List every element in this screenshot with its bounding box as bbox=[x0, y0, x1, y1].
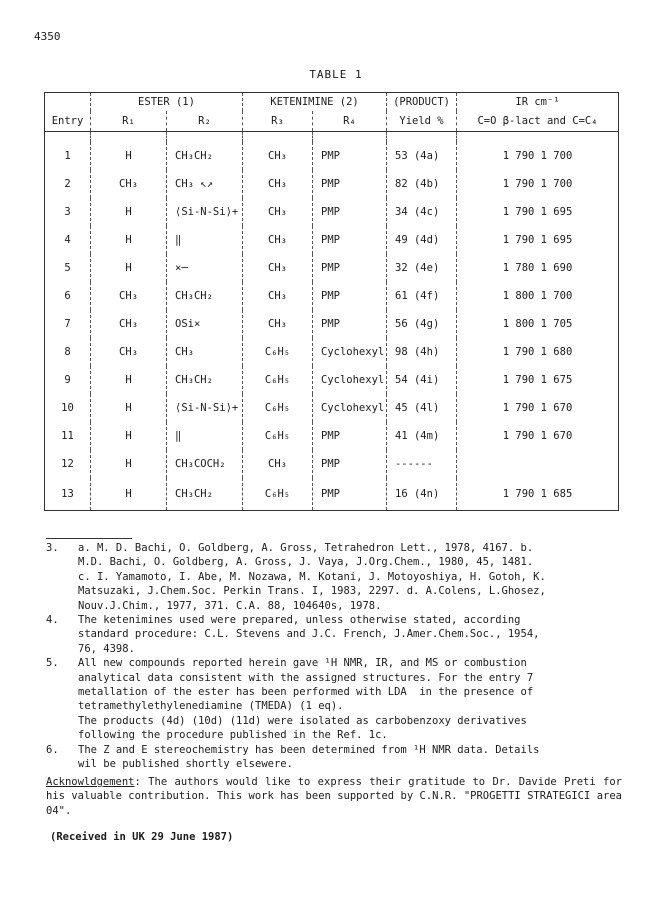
cell-r2: CH₃COCH₂ bbox=[167, 450, 243, 478]
cell-r2: ⟨Si-N-Si⟩+ bbox=[167, 198, 243, 226]
cell-r2: CH₃CH₂ bbox=[167, 282, 243, 310]
footnote-line: metallation of the ester has been performed with LDA in the presence of bbox=[78, 686, 534, 699]
cell-r2: OSi⨯ bbox=[167, 310, 243, 338]
table-row bbox=[45, 142, 619, 170]
header-ir-bands: C=O β-lact and C=C₄ bbox=[457, 111, 619, 132]
footnote-line: tetramethylethylenediamine (TMEDA) (1 eq). bbox=[78, 700, 344, 713]
footnote-line: Nouv.J.Chim., 1977, 371. C.A. 88, 104640s, 1978. bbox=[78, 599, 382, 612]
cell-r2: CH₃CH₂ bbox=[167, 478, 243, 511]
table-row bbox=[45, 226, 619, 254]
results-table bbox=[44, 92, 619, 511]
footnote-line: analytical data consistent with the assigned structures. For the entry 7 bbox=[78, 671, 534, 684]
footnote bbox=[46, 743, 622, 772]
acknowledgement bbox=[46, 775, 622, 818]
cell-entry: 9 bbox=[45, 366, 91, 394]
cell-yield: 54 (4i) bbox=[387, 366, 457, 394]
table-row bbox=[45, 198, 619, 226]
footnote bbox=[46, 613, 622, 656]
cell-r4: PMP bbox=[313, 282, 387, 310]
cell-yield: 98 (4h) bbox=[387, 338, 457, 366]
header-entry: Entry bbox=[45, 111, 91, 132]
cell-r3: C₆H₅ bbox=[243, 366, 313, 394]
cell-r2: CH₃CH₂ bbox=[167, 366, 243, 394]
footnote-number: 4. bbox=[46, 614, 59, 627]
cell-r2: CH₃ bbox=[167, 338, 243, 366]
cell-ir: 1 790 1 695 bbox=[457, 198, 619, 226]
cell-yield: 49 (4d) bbox=[387, 226, 457, 254]
footnote-text bbox=[78, 613, 622, 656]
table-sub-header bbox=[45, 111, 619, 132]
cell-r1: H bbox=[91, 226, 167, 254]
cell-r1: CH₃ bbox=[91, 310, 167, 338]
cell-r3: CH₃ bbox=[243, 450, 313, 478]
cell-r3: C₆H₅ bbox=[243, 422, 313, 450]
table-caption: TABLE 1 bbox=[309, 68, 363, 81]
cell-r4: PMP bbox=[313, 422, 387, 450]
cell-entry: 6 bbox=[45, 282, 91, 310]
cell-r2: ‖ bbox=[167, 226, 243, 254]
cell-ir: 1 800 1 700 bbox=[457, 282, 619, 310]
cell-r4: PMP bbox=[313, 142, 387, 170]
cell-yield: 61 (4f) bbox=[387, 282, 457, 310]
footnote-text bbox=[78, 541, 622, 613]
cell-r4: PMP bbox=[313, 450, 387, 478]
cell-r4: Cyclohexyl bbox=[313, 394, 387, 422]
cell-r1: CH₃ bbox=[91, 338, 167, 366]
received-date: (Received in UK 29 June 1987) bbox=[50, 831, 234, 843]
table-row bbox=[45, 338, 619, 366]
cell-entry: 10 bbox=[45, 394, 91, 422]
cell-r3: C₆H₅ bbox=[243, 478, 313, 511]
cell-yield: 45 (4l) bbox=[387, 394, 457, 422]
footnote-line: The ketenimines used were prepared, unless otherwise stated, according bbox=[78, 614, 521, 627]
footnote bbox=[46, 656, 622, 742]
footnote-line: Matsuzaki, J.Chem.Soc. Perkin Trans. I, 1983, 2297. d. A.Colens, L.Ghosez, bbox=[78, 585, 546, 598]
cell-r3: C₆H₅ bbox=[243, 394, 313, 422]
header-r3: R₃ bbox=[243, 111, 313, 132]
cell-r4: PMP bbox=[313, 198, 387, 226]
table-row bbox=[45, 366, 619, 394]
cell-r3: CH₃ bbox=[243, 170, 313, 198]
cell-r2: ‖ bbox=[167, 422, 243, 450]
footnotes bbox=[46, 541, 622, 772]
cell-r4: Cyclohexyl bbox=[313, 338, 387, 366]
cell-r4: PMP bbox=[313, 170, 387, 198]
cell-r1: H bbox=[91, 142, 167, 170]
cell-r2: CH₃ ↖↗ bbox=[167, 170, 243, 198]
cell-yield: 53 (4a) bbox=[387, 142, 457, 170]
table-spacer-row bbox=[45, 132, 619, 143]
cell-entry: 7 bbox=[45, 310, 91, 338]
cell-ir: 1 790 1 700 bbox=[457, 142, 619, 170]
cell-r1: H bbox=[91, 254, 167, 282]
cell-yield: 16 (4n) bbox=[387, 478, 457, 511]
cell-r1: H bbox=[91, 478, 167, 511]
cell-r1: H bbox=[91, 394, 167, 422]
footnote-line: wil be published shortly elsewere. bbox=[78, 758, 293, 771]
cell-entry: 4 bbox=[45, 226, 91, 254]
cell-entry: 8 bbox=[45, 338, 91, 366]
table-row bbox=[45, 422, 619, 450]
cell-r3: CH₃ bbox=[243, 142, 313, 170]
footnote-line: c. I. Yamamoto, I. Abe, M. Nozawa, M. Kotani, J. Motoyoshiya, H. Gotoh, K. bbox=[78, 570, 546, 583]
cell-r1: H bbox=[91, 198, 167, 226]
cell-ir: 1 790 1 670 bbox=[457, 394, 619, 422]
cell-yield: ------ bbox=[387, 450, 457, 478]
group-header-ir: IR cm⁻¹ bbox=[457, 93, 619, 112]
cell-ir: 1 790 1 700 bbox=[457, 170, 619, 198]
table-body bbox=[45, 132, 619, 511]
cell-ir bbox=[457, 450, 619, 478]
cell-ir: 1 780 1 690 bbox=[457, 254, 619, 282]
cell-r4: Cyclohexyl bbox=[313, 366, 387, 394]
footnote-rule bbox=[46, 538, 132, 539]
table-row bbox=[45, 170, 619, 198]
cell-r1: H bbox=[91, 450, 167, 478]
header-r2: R₂ bbox=[167, 111, 243, 132]
cell-yield: 41 (4m) bbox=[387, 422, 457, 450]
footnote-number: 6. bbox=[46, 743, 59, 756]
cell-r3: CH₃ bbox=[243, 226, 313, 254]
cell-entry: 12 bbox=[45, 450, 91, 478]
table-row bbox=[45, 254, 619, 282]
cell-r4: PMP bbox=[313, 310, 387, 338]
cell-entry: 2 bbox=[45, 170, 91, 198]
cell-yield: 56 (4g) bbox=[387, 310, 457, 338]
group-header-ketenimine: KETENIMINE (2) bbox=[243, 93, 387, 112]
cell-ir: 1 790 1 670 bbox=[457, 422, 619, 450]
cell-r1: H bbox=[91, 422, 167, 450]
footnote-line: All new compounds reported herein gave ¹H NMR, IR, and MS or combustion bbox=[78, 657, 527, 670]
cell-r3: CH₃ bbox=[243, 254, 313, 282]
footnote-line: a. M. D. Bachi, O. Goldberg, A. Gross, Tetrahedron Lett., 1978, 4167. b. bbox=[78, 542, 534, 554]
footnote-line: The products (4d) (10d) (11d) were isolated as carbobenzoxy derivatives bbox=[78, 714, 527, 727]
cell-ir: 1 790 1 675 bbox=[457, 366, 619, 394]
table-row bbox=[45, 310, 619, 338]
group-header-entry bbox=[45, 93, 91, 112]
footnote-number: 5. bbox=[46, 657, 59, 670]
cell-entry: 13 bbox=[45, 478, 91, 511]
cell-r3: CH₃ bbox=[243, 310, 313, 338]
footnote-number: 3. bbox=[46, 542, 59, 554]
cell-ir: 1 800 1 705 bbox=[457, 310, 619, 338]
cell-ir: 1 790 1 680 bbox=[457, 338, 619, 366]
footnote-line: 76, 4398. bbox=[78, 642, 135, 655]
cell-yield: 34 (4c) bbox=[387, 198, 457, 226]
cell-r2: ⟨Si-N-Si⟩+ bbox=[167, 394, 243, 422]
acknowledgement-heading: Acknowldgement bbox=[46, 776, 135, 788]
footnote bbox=[46, 541, 622, 613]
cell-yield: 82 (4b) bbox=[387, 170, 457, 198]
page-number: 4350 bbox=[34, 30, 61, 43]
cell-r4: PMP bbox=[313, 254, 387, 282]
footnote-line: following the procedure published in the Ref. 1c. bbox=[78, 729, 388, 742]
acknowledgement-text: : The authors would like to express their gratitude to Dr. Davide Preti for his valuable contribution. This work has been supported by C.N.R. "PROGETTI STRATEGICI area 04". bbox=[46, 776, 622, 817]
cell-ir: 1 790 1 685 bbox=[457, 478, 619, 511]
footnote-line: M.D. Bachi, O. Goldberg, A. Gross, J. Vaya, J.Org.Chem., 1980, 45, 1481. bbox=[78, 556, 534, 569]
group-header-product: (PRODUCT) bbox=[387, 93, 457, 112]
footnote-line: standard procedure: C.L. Stevens and J.C. French, J.Amer.Chem.Soc., 1954, bbox=[78, 628, 540, 641]
cell-r3: CH₃ bbox=[243, 198, 313, 226]
cell-r4: PMP bbox=[313, 226, 387, 254]
footnote-text bbox=[78, 656, 622, 742]
header-r4: R₄ bbox=[313, 111, 387, 132]
cell-ir: 1 790 1 695 bbox=[457, 226, 619, 254]
cell-entry: 11 bbox=[45, 422, 91, 450]
header-yield: Yield % bbox=[387, 111, 457, 132]
cell-entry: 1 bbox=[45, 142, 91, 170]
footnote-line: The Z and E stereochemistry has been determined from ¹H NMR data. Details bbox=[78, 743, 540, 756]
group-header-ester: ESTER (1) bbox=[91, 93, 243, 112]
cell-r2: ⨯─ bbox=[167, 254, 243, 282]
table-row bbox=[45, 282, 619, 310]
cell-entry: 3 bbox=[45, 198, 91, 226]
footnote-text bbox=[78, 743, 622, 772]
table-row bbox=[45, 450, 619, 478]
cell-entry: 5 bbox=[45, 254, 91, 282]
cell-r1: CH₃ bbox=[91, 282, 167, 310]
header-r1: R₁ bbox=[91, 111, 167, 132]
cell-r4: PMP bbox=[313, 478, 387, 511]
cell-r3: C₆H₅ bbox=[243, 338, 313, 366]
cell-r3: CH₃ bbox=[243, 282, 313, 310]
cell-r1: CH₃ bbox=[91, 170, 167, 198]
table-group-header bbox=[45, 93, 619, 112]
cell-r1: H bbox=[91, 366, 167, 394]
table-row bbox=[45, 478, 619, 511]
cell-r2: CH₃CH₂ bbox=[167, 142, 243, 170]
table-row bbox=[45, 394, 619, 422]
cell-yield: 32 (4e) bbox=[387, 254, 457, 282]
